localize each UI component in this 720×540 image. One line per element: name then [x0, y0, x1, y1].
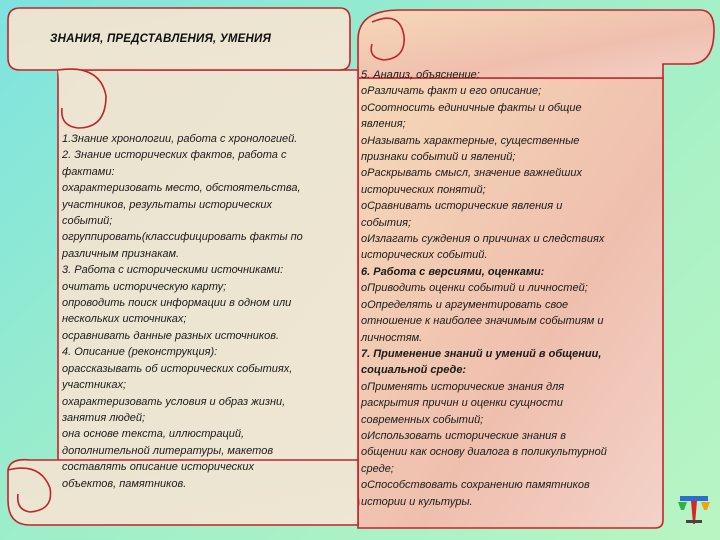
- right-line: отношение к наиболее значимым событиям и: [361, 315, 604, 328]
- right-line: исторических понятий;: [361, 183, 486, 196]
- left-line: занятия людей;: [62, 411, 146, 424]
- left-line: объектов, памятников.: [62, 477, 187, 490]
- left-line: oгруппировать(классифицировать факты по: [62, 231, 303, 244]
- left-line: oрассказывать об исторических событиях,: [62, 362, 293, 375]
- left-line: составлять описание исторических: [62, 461, 254, 474]
- left-line: фактами:: [62, 165, 115, 178]
- right-column-text: [361, 67, 661, 510]
- right-line: социальной среде:: [361, 364, 467, 377]
- right-line: oСравнивать исторические явления и: [361, 200, 563, 213]
- left-line: oхарактеризовать место, обстоятельства,: [62, 182, 301, 195]
- left-line: 4. Описание (реконструкция):: [62, 346, 218, 359]
- right-line: 7. Применение знаний и умений в общении,: [361, 347, 602, 360]
- right-line: oПрименять исторические знания для: [361, 380, 565, 393]
- right-line: oНазывать характерные, существенные: [361, 134, 580, 147]
- left-line: oчитать историческую карту;: [62, 280, 227, 293]
- logo-icon: [678, 490, 710, 528]
- left-line: oсравнивать данные разных источников.: [62, 329, 280, 342]
- right-line: истории и культуры.: [361, 495, 473, 508]
- left-line: 1.Знание хронологии, работа с хронологией.: [62, 133, 298, 145]
- left-line: 3. Работа с историческими источниками:: [62, 264, 284, 277]
- right-line: исторических событий.: [361, 249, 488, 262]
- page-title: ЗНАНИЯ, ПРЕДСТАВЛЕНИЯ, УМЕНИЯ: [50, 33, 272, 45]
- left-line: 2. Знание исторических фактов, работа с: [62, 149, 287, 162]
- left-line: нескольких источниках;: [62, 313, 187, 326]
- left-line: событий;: [62, 215, 113, 228]
- right-line: среде;: [361, 462, 394, 475]
- left-line: oна основе текста, иллюстраций,: [62, 428, 245, 441]
- right-line: личностям.: [361, 331, 423, 344]
- left-column-text: [62, 131, 352, 492]
- right-line: oИспользовать исторические знания в: [361, 429, 566, 442]
- right-line: явления;: [361, 118, 406, 131]
- right-line: признаки событий и явлений;: [361, 151, 516, 164]
- left-line: участниках;: [62, 379, 127, 392]
- left-line: oпроводить поиск информации в одном или: [62, 297, 292, 310]
- right-line: раскрытия причин и оценки сущности: [361, 397, 563, 410]
- right-line: oИзлагать суждения о причинах и следствиях: [361, 233, 605, 246]
- right-line: события;: [361, 216, 412, 229]
- right-line: современных событий;: [361, 413, 484, 426]
- left-line: участников, результаты исторических: [62, 198, 273, 211]
- right-line: 6. Работа с версиями, оценками:: [361, 265, 545, 278]
- right-line: oСпособствовать сохранению памятников: [361, 479, 590, 492]
- left-line: дополнительной литературы, макетов: [62, 444, 274, 457]
- right-line: oРазличать факт и его описание;: [361, 85, 542, 98]
- right-line: 5. Анализ, объяснение:: [361, 69, 480, 81]
- right-line: oРаскрывать смысл, значение важнейших: [361, 167, 582, 180]
- right-line: oОпределять и аргументировать свое: [361, 298, 569, 311]
- right-line: общении как основу диалога в поликультурной: [361, 446, 607, 459]
- left-line: oхарактеризовать условия и образ жизни,: [62, 395, 286, 408]
- left-line: различным признакам.: [62, 247, 180, 260]
- right-line: oПриводить оценки событий и личностей;: [361, 282, 588, 295]
- right-line: oСоотносить единичные факты и общие: [361, 101, 582, 114]
